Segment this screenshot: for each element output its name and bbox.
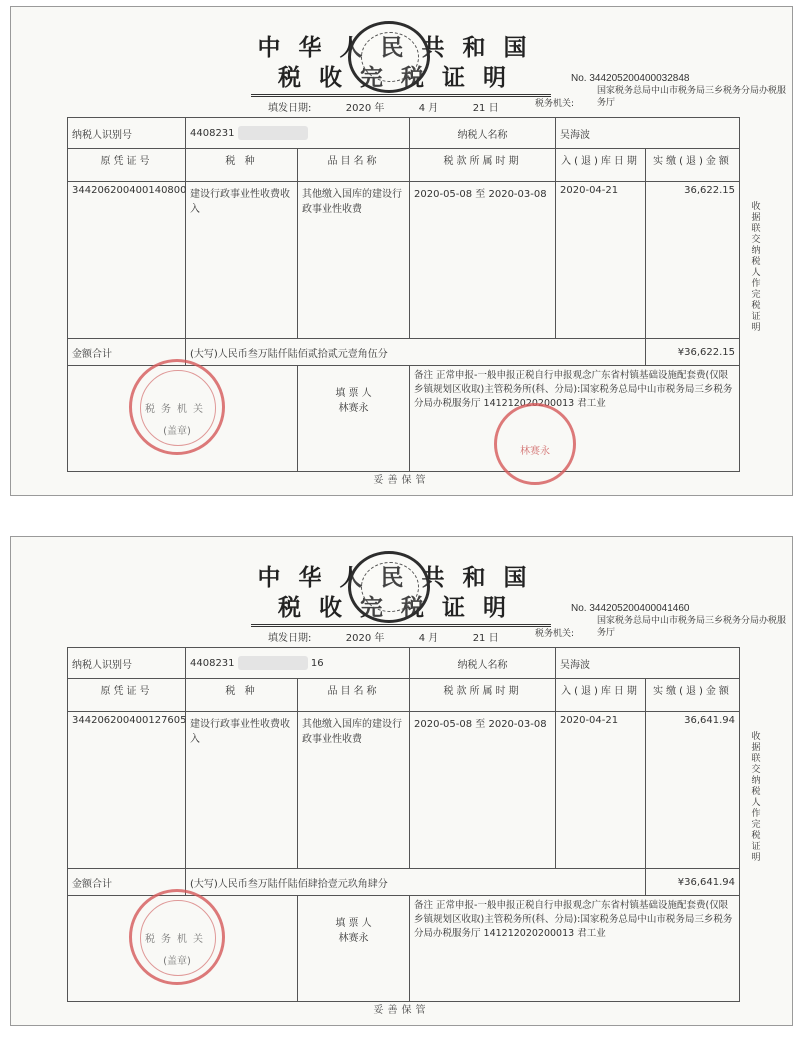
title-line-2: 税收完税证明 <box>251 59 551 97</box>
taxpayer-id <box>186 648 410 679</box>
voucher-no: 344206200400127605 <box>68 712 186 869</box>
fill-date <box>268 99 499 114</box>
receipt-number: No. 344205200400041460 <box>571 603 690 614</box>
remark: 备注 正常申报-一般申报正税自行申报观念广东省村镇基础设施配套费(仅限乡镇规划区收取)主管税务所(科、分局):国家税务总局中山市税务局三乡税务分局办税服务厅 141212020200013 君工业 <box>410 896 740 1002</box>
fill-day: 21 日 <box>472 103 499 114</box>
title-line-2: 税收完税证明 <box>251 589 551 627</box>
total-label: 金额合计 <box>68 869 186 896</box>
seal-label: 税务机关 <box>145 934 209 945</box>
tax-type: 建设行政事业性收费收入 <box>186 182 298 339</box>
taxpayer-name: 吴海波 <box>556 118 740 149</box>
taxpayer-id-suffix: 16 <box>310 658 324 669</box>
redaction-blur <box>238 126 308 140</box>
header-period: 税款所属时期 <box>410 149 556 182</box>
fill-day: 21 日 <box>472 633 499 644</box>
taxpayer-id-label: 纳税人识别号 <box>68 648 186 679</box>
remark: 备注 正常申报-一般申报正税自行申报观念广东省村镇基础设施配套费(仅限乡镇规划区收取)主管税务所(科、分局):国家税务总局中山市税务局三乡税务分局办税服务厅 141212020200013 君工业 <box>410 366 740 472</box>
title-line-1: 中华人民共和国 <box>257 34 545 61</box>
header-amount: 实缴(退)金额 <box>646 679 740 712</box>
authority-label: 税务机关: <box>535 99 575 109</box>
taxpayer-name-label: 纳税人名称 <box>410 118 556 149</box>
header-period: 税款所属时期 <box>410 679 556 712</box>
authority-value: 国家税务总局中山市税务局三乡税务分局办税服务厅 <box>597 616 787 638</box>
header-item-name: 品目名称 <box>298 679 410 712</box>
filler-cell <box>298 366 410 472</box>
taxpayer-id <box>186 118 410 149</box>
seal-label: 税务机关 <box>145 404 209 415</box>
entry-date: 2020-04-21 <box>556 182 646 339</box>
total-amount: ¥36,641.94 <box>646 869 740 896</box>
voucher-no: 344206200400140800 <box>68 182 186 339</box>
fill-year: 2020 年 <box>345 633 385 644</box>
taxpayer-name: 吴海波 <box>556 648 740 679</box>
total-amount: ¥36,622.15 <box>646 339 740 366</box>
tax-receipt-1 <box>10 6 793 496</box>
tax-type: 建设行政事业性收费收入 <box>186 712 298 869</box>
header-tax-type: 税 种 <box>186 679 298 712</box>
fill-month: 4 月 <box>418 633 439 644</box>
header-tax-type: 税 种 <box>186 149 298 182</box>
total-label: 金额合计 <box>68 339 186 366</box>
fill-date <box>268 629 499 644</box>
official-seal-icon <box>348 551 430 623</box>
authority-value: 国家税务总局中山市税务局三乡税务分局办税服务厅 <box>597 86 787 108</box>
fill-date-label: 填发日期: <box>268 633 312 644</box>
tax-period: 2020-05-08 至 2020-03-08 <box>410 182 556 339</box>
seal-sub: (盖章) <box>163 956 191 967</box>
filler-name: 林赛永 <box>338 933 369 944</box>
filler-cell <box>298 896 410 1002</box>
header-voucher-no: 原凭证号 <box>68 679 186 712</box>
tax-receipt-2 <box>10 536 793 1026</box>
header-item-name: 品目名称 <box>298 149 410 182</box>
receipt-number: No. 344205200400032848 <box>571 73 690 84</box>
item-name: 其他缴入国库的建设行政事业性收费 <box>298 712 410 869</box>
item-name: 其他缴入国库的建设行政事业性收费 <box>298 182 410 339</box>
seal-sub: (盖章) <box>163 426 191 437</box>
filler-name: 林赛永 <box>338 403 369 414</box>
authority-label: 税务机关: <box>535 629 575 639</box>
tax-period: 2020-05-08 至 2020-03-08 <box>410 712 556 869</box>
redaction-blur <box>238 656 308 670</box>
official-seal-icon <box>348 21 430 93</box>
amount: 36,641.94 <box>646 712 740 869</box>
taxpayer-id-label: 纳税人识别号 <box>68 118 186 149</box>
header-amount: 实缴(退)金额 <box>646 149 740 182</box>
title-line-1: 中华人民共和国 <box>257 564 545 591</box>
fill-year: 2020 年 <box>345 103 385 114</box>
tax-bureau-stamp-icon <box>129 889 225 985</box>
fill-month: 4 月 <box>418 103 439 114</box>
total-words: (大写)人民币叁万陆仟陆佰肆拾壹元玖角肆分 <box>186 869 646 896</box>
fill-date-label: 填发日期: <box>268 103 312 114</box>
side-text: 收据联 交纳税人作完税证明 <box>751 202 761 333</box>
footer-note: 妥善保管 <box>373 475 430 486</box>
filler-label: 填 票 人 <box>335 918 372 929</box>
stamp-name: 林赛永 <box>520 446 550 457</box>
total-words: (大写)人民币叁万陆仟陆佰贰拾贰元壹角伍分 <box>186 339 646 366</box>
entry-date: 2020-04-21 <box>556 712 646 869</box>
header-entry-date: 入(退)库日期 <box>556 149 646 182</box>
amount: 36,622.15 <box>646 182 740 339</box>
tax-bureau-stamp-icon <box>129 359 225 455</box>
side-text: 收据联 交纳税人作完税证明 <box>751 732 761 863</box>
taxpayer-name-label: 纳税人名称 <box>410 648 556 679</box>
taxpayer-id-value: 4408231 <box>190 128 235 139</box>
taxpayer-id-value: 4408231 <box>190 658 235 669</box>
header-voucher-no: 原凭证号 <box>68 149 186 182</box>
filler-label: 填 票 人 <box>335 388 372 399</box>
header-entry-date: 入(退)库日期 <box>556 679 646 712</box>
footer-note: 妥善保管 <box>373 1005 430 1016</box>
